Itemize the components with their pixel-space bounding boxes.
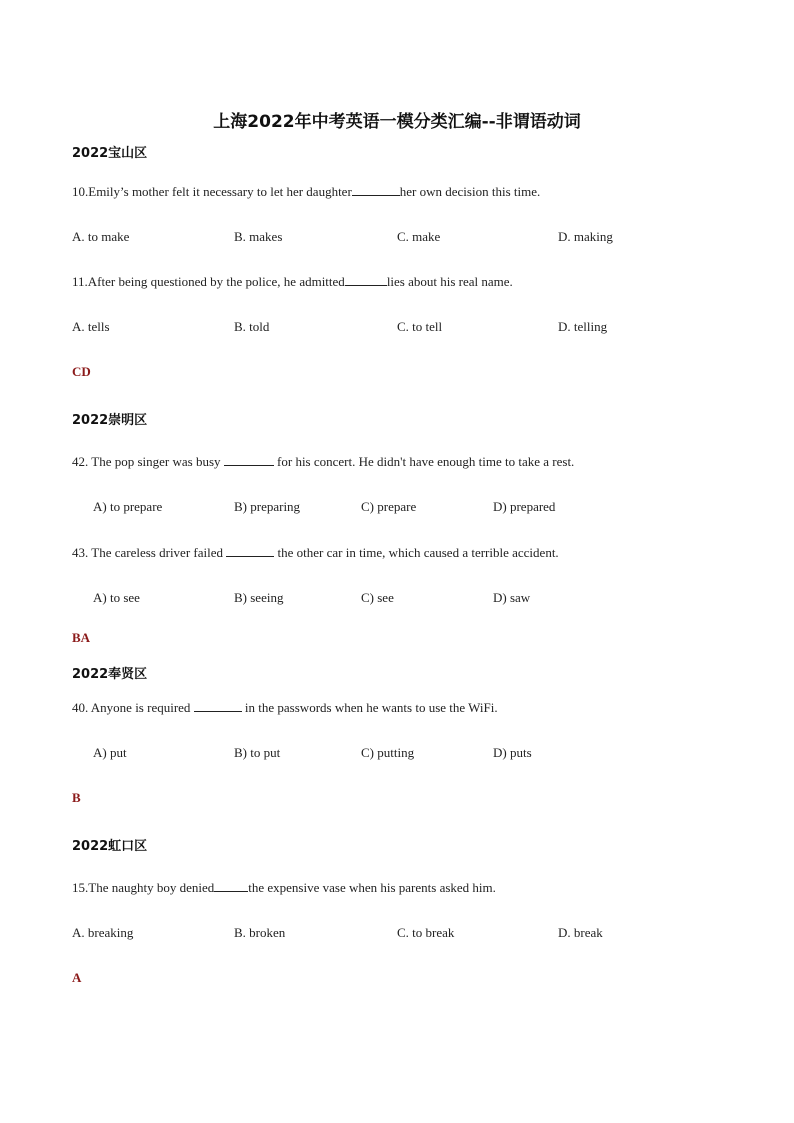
question-11 bbox=[72, 274, 513, 290]
option-b: B) seeing bbox=[234, 590, 284, 605]
answer-blank bbox=[345, 274, 387, 286]
question-11-text-before: 11.After being questioned by the police, he admitted bbox=[72, 274, 345, 289]
option-b: B. broken bbox=[234, 925, 286, 940]
question-10 bbox=[72, 184, 540, 200]
option-d: D) saw bbox=[493, 590, 531, 605]
option-c: C. to tell bbox=[397, 319, 443, 334]
option-d: D) prepared bbox=[493, 499, 556, 514]
option-b: B. makes bbox=[234, 229, 283, 244]
option-c: C. to break bbox=[397, 925, 455, 940]
option-b: B. told bbox=[234, 319, 270, 334]
option-b: B) to put bbox=[234, 745, 281, 760]
question-42-text-after: for his concert. He didn't have enough time to take a rest. bbox=[273, 454, 575, 469]
question-43-text-after: the other car in time, which caused a terrible accident. bbox=[274, 545, 559, 560]
question-10-text-before: 10.Emily’s mother felt it necessary to let her daughter bbox=[72, 184, 352, 199]
question-11-text-after: lies about his real name. bbox=[386, 274, 513, 289]
question-40-text-after: in the passwords when he wants to use the WiFi. bbox=[241, 700, 498, 715]
option-d: D. making bbox=[558, 229, 613, 244]
section-heading-fengxian: 2022奉贤区 bbox=[72, 667, 148, 682]
section-heading-hongkou: 2022虹口区 bbox=[72, 839, 148, 854]
option-c: C. make bbox=[397, 229, 441, 244]
answer-key: A bbox=[72, 970, 82, 985]
answer-blank bbox=[226, 545, 274, 557]
option-a: A. tells bbox=[72, 319, 110, 334]
question-15-text-after: the expensive vase when his parents asked him. bbox=[248, 880, 496, 895]
question-15 bbox=[72, 880, 496, 896]
option-b: B) preparing bbox=[234, 499, 301, 514]
answer-blank bbox=[352, 184, 400, 196]
answer-key: BA bbox=[72, 630, 91, 645]
section-heading-baoshan: 2022宝山区 bbox=[72, 146, 148, 161]
option-c: C) prepare bbox=[361, 499, 417, 514]
question-40 bbox=[72, 700, 498, 716]
answer-key: B bbox=[72, 790, 81, 805]
question-42 bbox=[72, 454, 574, 470]
answer-blank bbox=[194, 700, 242, 712]
answer-blank bbox=[224, 454, 274, 466]
answer-blank bbox=[214, 880, 248, 892]
option-a: A. breaking bbox=[72, 925, 134, 940]
option-d: D. break bbox=[558, 925, 603, 940]
page-title: 上海2022年中考英语一模分类汇编--非谓语动词 bbox=[213, 112, 581, 132]
option-a: A. to make bbox=[72, 229, 130, 244]
question-15-text-before: 15.The naughty boy denied bbox=[72, 880, 215, 895]
option-c: C) see bbox=[361, 590, 394, 605]
question-40-text-before: 40. Anyone is required bbox=[72, 700, 194, 715]
answer-key: CD bbox=[72, 364, 91, 379]
question-43 bbox=[72, 545, 559, 561]
question-10-text-after: her own decision this time. bbox=[399, 184, 541, 199]
option-d: D) puts bbox=[493, 745, 532, 760]
option-d: D. telling bbox=[558, 319, 608, 334]
question-42-text-before: 42. The pop singer was busy bbox=[72, 454, 224, 469]
option-a: A) put bbox=[93, 745, 127, 760]
option-a: A) to prepare bbox=[93, 499, 163, 514]
option-c: C) putting bbox=[361, 745, 415, 760]
section-heading-chongming: 2022崇明区 bbox=[72, 413, 148, 428]
question-43-text-before: 43. The careless driver failed bbox=[72, 545, 227, 560]
option-a: A) to see bbox=[93, 590, 140, 605]
